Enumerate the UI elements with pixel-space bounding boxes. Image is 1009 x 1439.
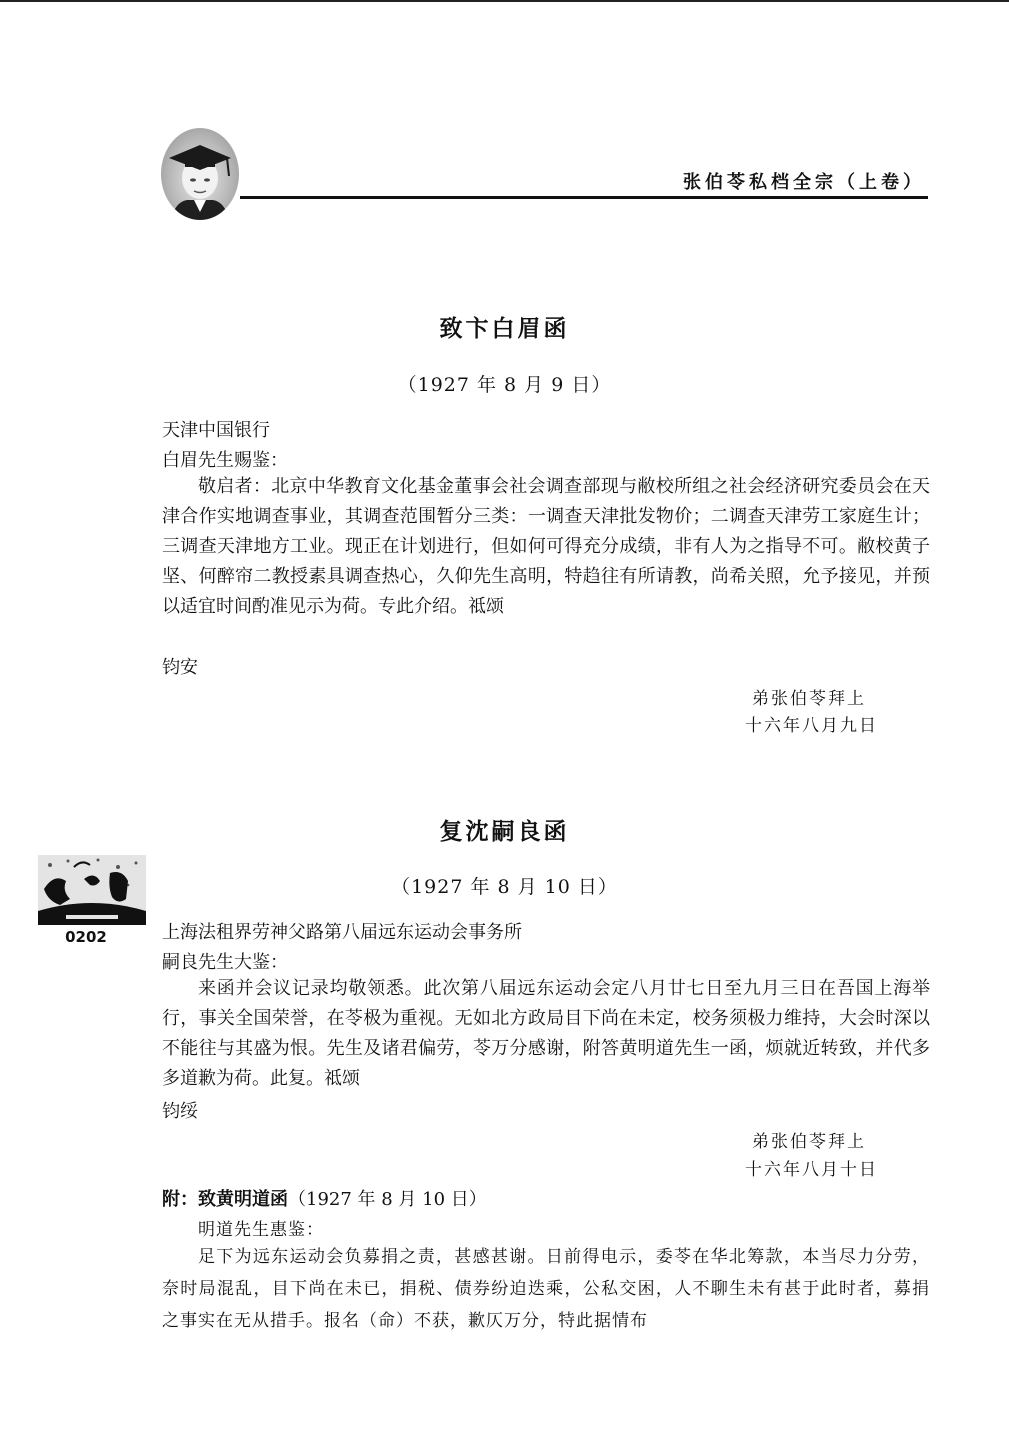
letter2-closing: 钧绥 xyxy=(162,1101,198,1122)
book-title: 张伯苓私档全宗（上卷） xyxy=(683,172,925,193)
letter2-body: 来函并会议记录均敬领悉。此次第八届远东运动会定八月廿七日至九月三日在吾国上海举行，事关全国荣誉，在苓极为重视。无如北方政局目下尚在未定，校务须极力维持，大会时深以不能往与其盛为恨。先生及诸君偏劳，苓万分感谢，附答黄明道先生一函，烦就近转致，并代多多道歉为荷。此复。祗颂 xyxy=(162,978,930,1089)
letter2-address: 上海法租界劳神父路第八届远东运动会事务所 xyxy=(162,922,522,943)
attachment-body: 足下为远东运动会负募捐之责，甚感甚谢。日前得电示，委苓在华北筹款，本当尽力分劳，奈时局混乱，目下尚在未已，捐税、债券纷迫迭乘，公私交困，人不聊生未有甚于此时者，募捐之事实在无从措手。报名（命）不获，歉仄万分，特此据情布 xyxy=(162,1247,930,1331)
letter2-date: （1927 年 8 月 10 日） xyxy=(391,876,618,898)
top-rule xyxy=(0,0,1009,2)
letter2-signature: 弟张伯苓拜上 xyxy=(752,1132,866,1152)
letter1-date: （1927 年 8 月 9 日） xyxy=(397,374,612,396)
letter1-body: 敬启者：北京中华教育文化基金董事会社会调查部现与敝校所组之社会经济研究委员会在天津合作实地调查事业，其调查范围暂分三类：一调查天津批发物价；二调查天津劳工家庭生计；三调查天津地方工业。现正在计划进行，但如何可得充分成绩，非有人为之指导不可。敝校黄子坚、何醉帘二教授素具调查热心，久仰先生高明，特趋往有所请教，尚希关照，允予接见，并预以适宜时间酌准见示为荷。专此介绍。祗颂 xyxy=(162,476,930,617)
graduate-portrait-icon xyxy=(161,128,239,220)
letter1-sign-date: 十六年八月九日 xyxy=(745,716,878,736)
header-rule xyxy=(240,196,928,199)
letter1-title: 致卞白眉函 xyxy=(439,316,570,342)
portrait-image xyxy=(161,128,239,220)
letter1-closing: 钧安 xyxy=(162,657,198,678)
letter1-address: 天津中国银行 xyxy=(162,420,270,441)
letter1-signature: 弟张伯苓拜上 xyxy=(752,689,866,709)
letter2-sign-date: 十六年八月十日 xyxy=(745,1160,878,1180)
attachment-salutation: 明道先生惠鉴： xyxy=(198,1220,324,1240)
letter2-title: 复沈嗣良函 xyxy=(439,819,570,845)
letter2-salutation: 嗣良先生大鉴： xyxy=(162,952,288,973)
attachment-label: 附：致黄明道函 xyxy=(162,1189,288,1210)
page-number: 0202 xyxy=(65,928,107,946)
decorative-ornament-icon xyxy=(38,855,146,925)
attachment-date: （1927 年 8 月 10 日） xyxy=(288,1189,487,1210)
letter1-salutation: 白眉先生赐鉴： xyxy=(162,450,288,471)
attachment-heading xyxy=(162,1185,487,1211)
